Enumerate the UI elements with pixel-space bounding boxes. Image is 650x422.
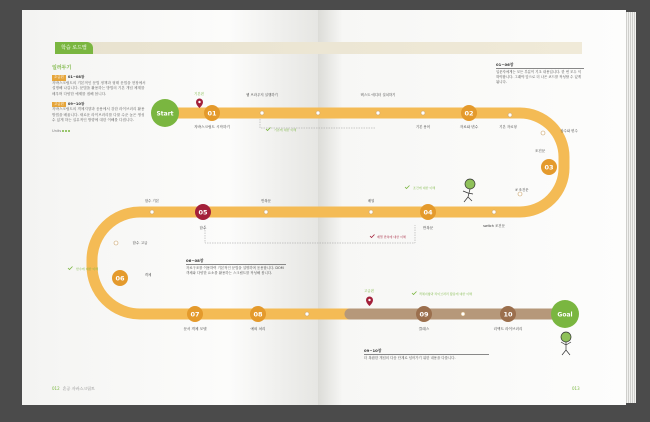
sidebar-title: 일러두기 [52,65,72,71]
sub-label: 기본 자료형 [499,125,517,129]
chapter-range: 09~10장 [67,102,85,107]
station-06 [112,270,128,286]
station-05 [195,204,211,220]
sidebar-text: 자바스크립트의 객체지향과 응용에서 강한 라이브러리 활용 방법을 배웁니다. 새로운 라이브러리를 다룰 수준 높은 생성 수 있게 하는 실무적인 방향에 대한 이해를 다집니다. [52,107,145,123]
pin-label: 고급편 [364,289,374,293]
level-badge: 초급편 [54,75,64,80]
station-label: 예외 처리 [250,327,266,331]
check-note: 배열 반복에 대한 이해 [377,235,406,239]
sub-label: 배열 [367,199,375,203]
station-09 [416,306,432,322]
goal-label: Goal [557,311,573,319]
station-label: 조건문 [534,149,546,153]
station-number: 09 [419,310,429,319]
chapter-range: 01~08장 [67,75,85,80]
station-label: 자료와 변수 [459,125,479,129]
station-07 [187,306,203,322]
check-icon [412,292,417,295]
station-label: 함수 [199,226,207,230]
station-label: 함수 고급 [132,241,148,245]
station-label: 리액트 라이브러리 [493,327,523,331]
sub-label: 반복문 [261,199,271,203]
connector-line [205,225,415,243]
check-note: 기본에 대한 이해 [274,128,297,132]
sub-label: 웹 브라우저 실행하기 [246,93,278,97]
station-label: 클래스 [418,327,430,331]
sub-label: switch 조건문 [483,224,505,228]
page-number-right [572,386,580,391]
station-number: 08 [253,310,263,319]
note-range: 01~06장 [496,62,584,69]
sub-label: if 조건문 [515,188,529,192]
station-10 [500,306,516,322]
footer-label: Units [52,128,62,133]
sidebar-text: 자바스크립트의 기본적인 문법 정책과 형태 문법을 현장에서 설명해 나갑니다. 문법을 활용하는 방법의 기본 개념 체계를 배우며 다양한 예제를 접해 봅니다. [52,80,146,96]
runner-mascot-icon [463,179,475,202]
sub-label: 상수와 변수 [560,129,578,133]
note-range: 09~10장 [364,348,489,355]
station-number: 07 [190,310,200,319]
station-label: 자바스크립트 시작하기 [194,125,230,129]
check-icon [405,186,410,189]
sub-label: 기본 용어 [415,125,431,129]
station-number: 04 [423,208,433,217]
map-pin-icon [366,297,373,307]
station-number: 05 [198,208,208,217]
chapter-note [186,258,286,276]
page-number: 013 [572,386,580,391]
note-range: 06~08장 [186,258,286,265]
map-pin-icon [196,99,203,108]
station-03 [541,159,557,175]
sub-label: 객체 [144,273,152,277]
check-icon [370,235,375,238]
station-04 [420,204,436,220]
station-number: 06 [115,274,125,283]
pin-label: 기본편 [194,92,204,96]
check-note: 객체지향과 라이브러리 활용에 대한 이해 [419,292,473,296]
station-number: 01 [207,109,217,118]
station-02 [461,105,477,121]
chapter-note [364,348,489,361]
station-label: 반복문 [422,226,434,230]
station-number: 10 [503,310,513,319]
station-number: 02 [464,109,474,118]
connector-line [260,119,375,128]
chapter-note [496,62,584,85]
check-note: 함수에 대한 이해 [76,267,99,271]
runner-mascot-icon [561,332,571,355]
book-title: 혼공 자바스크립트 [62,386,95,391]
check-note: 조건에 대한 이해 [413,186,436,190]
check-icon [68,267,73,270]
station-08 [250,306,266,322]
station-01 [204,105,220,121]
header-tab: 학습 로드맵 [55,42,93,54]
level-badge: 고급편 [54,102,64,107]
station-number: 03 [544,163,554,172]
note-text: 입문자에게는 모든 부분이 기초 내용입니다. 한 번 모두 익혀야합니다. 그래야 앞으로 더 나은 코드를 작성할 수 있게 됩니다. [496,70,582,84]
note-text: 자료구조를 이용하여 기본적인 문법을 설명하며 응용합니다. DOM 객체와 다양한 요소를 활용하는 스크립트를 작성해 봅니다. [186,266,284,275]
sub-label: 텍스트 에디터 설치하기 [360,93,396,97]
page-number-left [52,386,95,392]
page-number: 012 [52,386,60,391]
sub-label: 함수 기본 [144,199,160,203]
start-label: Start [156,110,174,118]
note-text: 더 복잡한 개념의 다음 단계로 넘어가기 위한 내용을 다룹니다. [364,356,456,360]
station-label: 문서 객체 모델 [183,327,207,331]
